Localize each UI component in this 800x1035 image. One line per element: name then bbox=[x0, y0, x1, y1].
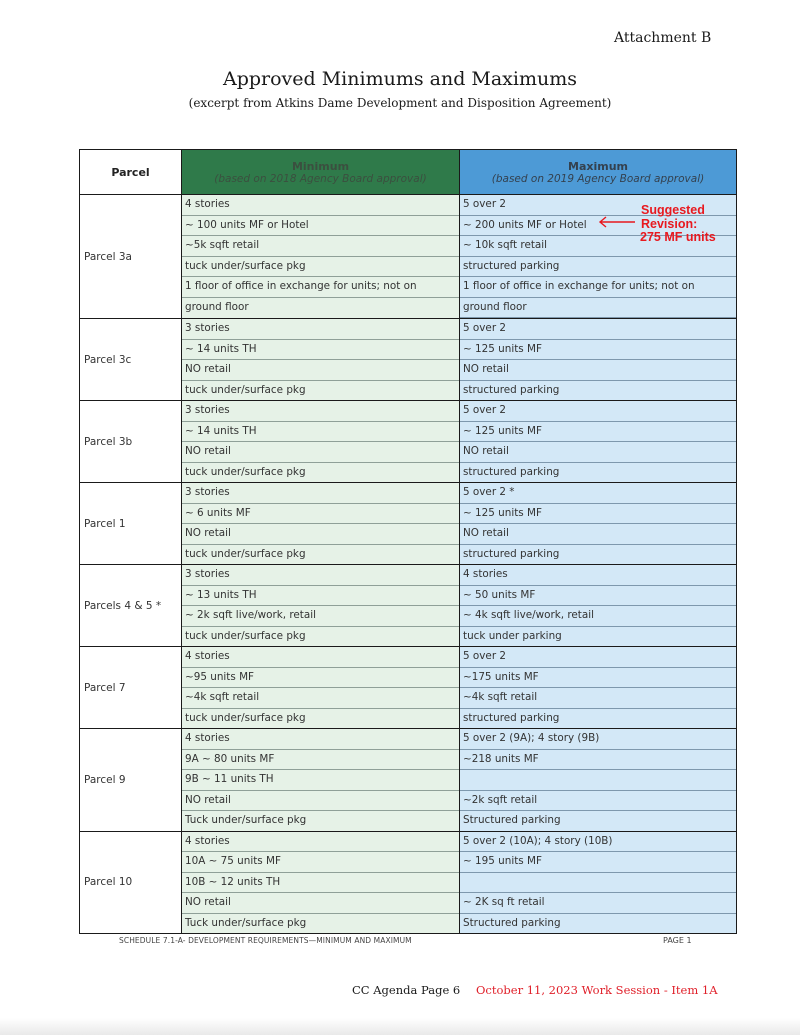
minimum-line: 9A ~ 80 units MF bbox=[182, 750, 459, 771]
header-minimum-label: Minimum bbox=[291, 159, 350, 173]
revision-note-line: Suggested bbox=[641, 203, 705, 217]
header-maximum-sub: (based on 2019 Agency Board approval) bbox=[491, 172, 705, 185]
maximum-line: 5 over 2 (10A); 4 story (10B) bbox=[460, 832, 736, 853]
maximum-line: ~218 units MF bbox=[460, 750, 736, 771]
minimum-cell bbox=[182, 483, 460, 565]
minimum-line: tuck under/surface pkg bbox=[185, 711, 306, 724]
maximum-line: NO retail bbox=[460, 360, 736, 381]
minimum-line: ~4k sqft retail bbox=[182, 688, 459, 709]
minimum-cell bbox=[182, 401, 460, 483]
minimum-line: Tuck under/surface pkg bbox=[185, 814, 307, 826]
agenda-page: CC Agenda Page 6 bbox=[352, 983, 461, 997]
minimum-cell bbox=[182, 729, 460, 832]
minimum-line: 3 stories bbox=[182, 483, 459, 504]
revision-note-line: Revision: bbox=[641, 216, 698, 231]
parcel-cell: Parcel 10 bbox=[80, 831, 182, 934]
minimum-line: 4 stories bbox=[182, 647, 459, 668]
maximum-line: ground floor bbox=[460, 298, 736, 319]
maximum-line: ~175 units MF bbox=[460, 668, 736, 689]
maximum-line: structured parking bbox=[460, 257, 736, 278]
header-minimum bbox=[182, 150, 460, 195]
maximum-line: tuck under parking bbox=[463, 629, 562, 642]
minimum-line: ~ 13 units TH bbox=[182, 586, 459, 607]
maximum-line: structured parking bbox=[463, 383, 560, 396]
minimum-cell bbox=[182, 319, 460, 401]
minimum-cell bbox=[182, 565, 460, 647]
maximum-cell bbox=[460, 729, 737, 832]
maximum-cell bbox=[460, 195, 737, 319]
table-row bbox=[80, 647, 737, 729]
maximum-line: 5 over 2 bbox=[460, 319, 736, 340]
minimum-line: 10B ~ 12 units TH bbox=[182, 873, 459, 894]
maximum-line: ~ 125 units MF bbox=[460, 422, 736, 443]
minimum-line: NO retail bbox=[182, 442, 459, 463]
maximum-cell bbox=[460, 565, 737, 647]
table-row bbox=[80, 565, 737, 647]
maximum-line: ~ 125 units MF bbox=[460, 504, 736, 525]
maximum-cell bbox=[460, 319, 737, 401]
parcel-cell: Parcel 9 bbox=[80, 729, 182, 832]
minimum-line: NO retail bbox=[182, 893, 459, 914]
requirements-table-wrapper bbox=[79, 149, 736, 934]
page-subtitle: (excerpt from Atkins Dame Development and Disposition Agreement) bbox=[188, 96, 612, 110]
minimum-line: ~ 6 units MF bbox=[182, 504, 459, 525]
minimum-line: ~95 units MF bbox=[182, 668, 459, 689]
revision-arrow-icon bbox=[598, 216, 636, 228]
minimum-line: tuck under/surface pkg bbox=[185, 383, 306, 396]
minimum-cell bbox=[182, 195, 460, 319]
minimum-line: ground floor bbox=[185, 300, 249, 313]
parcel-cell: Parcel 1 bbox=[80, 483, 182, 565]
minimum-cell bbox=[182, 831, 460, 934]
minimum-line: NO retail bbox=[182, 791, 459, 812]
maximum-line: ~ 195 units MF bbox=[460, 852, 736, 873]
minimum-line: tuck under/surface pkg bbox=[185, 547, 306, 560]
maximum-line: 1 floor of office in exchange for units; not on bbox=[460, 277, 736, 298]
minimum-cell bbox=[182, 647, 460, 729]
maximum-line: ~ 125 units MF bbox=[460, 340, 736, 361]
page-title: Approved Minimums and Maximums bbox=[222, 68, 577, 90]
header-parcel: Parcel bbox=[80, 150, 182, 195]
minimum-line: 3 stories bbox=[182, 565, 459, 586]
minimum-line: ~ 14 units TH bbox=[182, 422, 459, 443]
minimum-line: 9B ~ 11 units TH bbox=[182, 770, 459, 791]
table-row bbox=[80, 195, 737, 319]
minimum-line: tuck under/surface pkg bbox=[185, 629, 306, 642]
maximum-line: ~4k sqft retail bbox=[460, 688, 736, 709]
session-label: October 11, 2023 Work Session - Item 1A bbox=[476, 983, 718, 997]
maximum-line: ~ 2K sq ft retail bbox=[460, 893, 736, 914]
minimum-line: ~ 2k sqft live/work, retail bbox=[182, 606, 459, 627]
minimum-line: NO retail bbox=[182, 360, 459, 381]
minimum-line: 4 stories bbox=[182, 729, 459, 750]
maximum-line bbox=[460, 873, 736, 894]
revision-note-line: 275 MF units bbox=[640, 230, 716, 244]
minimum-line: 4 stories bbox=[182, 195, 459, 216]
page-number: PAGE 1 bbox=[663, 936, 692, 945]
minimum-line: 3 stories bbox=[182, 401, 459, 422]
minimum-line: NO retail bbox=[182, 524, 459, 545]
table-header-row bbox=[80, 150, 737, 195]
table-row bbox=[80, 401, 737, 483]
maximum-line: 4 stories bbox=[460, 565, 736, 586]
header-maximum bbox=[460, 150, 737, 195]
maximum-line: 5 over 2 bbox=[460, 647, 736, 668]
minimum-line: 10A ~ 75 units MF bbox=[182, 852, 459, 873]
parcel-cell: Parcel 3b bbox=[80, 401, 182, 483]
parcel-cell: Parcel 3a bbox=[80, 195, 182, 319]
maximum-line: structured parking bbox=[463, 465, 560, 478]
maximum-line: structured parking bbox=[463, 711, 560, 724]
minimum-line: Tuck under/surface pkg bbox=[185, 916, 307, 929]
minimum-line: ~5k sqft retail bbox=[182, 236, 459, 257]
maximum-cell bbox=[460, 483, 737, 565]
table-row bbox=[80, 831, 737, 934]
attachment-label: Attachment B bbox=[614, 30, 712, 46]
maximum-line: ~ 50 units MF bbox=[460, 586, 736, 607]
page-bottom-shadow bbox=[0, 1018, 800, 1035]
table-row bbox=[80, 319, 737, 401]
maximum-line: ~ 200 units MF or Hotel bbox=[460, 216, 736, 237]
maximum-cell bbox=[460, 401, 737, 483]
maximum-cell bbox=[460, 831, 737, 934]
maximum-line: ~ 10k sqft retail bbox=[460, 236, 736, 257]
table-row bbox=[80, 483, 737, 565]
maximum-line: Structured parking bbox=[463, 814, 561, 826]
header-minimum-sub: (based on 2018 Agency Board approval) bbox=[214, 172, 427, 185]
maximum-line: NO retail bbox=[460, 442, 736, 463]
parcel-cell: Parcel 3c bbox=[80, 319, 182, 401]
parcel-cell: Parcels 4 & 5 * bbox=[80, 565, 182, 647]
maximum-line: ~2k sqft retail bbox=[460, 791, 736, 812]
header-maximum-label: Maximum bbox=[568, 159, 628, 173]
minimum-line: 4 stories bbox=[182, 832, 459, 853]
table-row bbox=[80, 729, 737, 832]
maximum-cell bbox=[460, 647, 737, 729]
requirements-table bbox=[79, 149, 737, 934]
minimum-line: 1 floor of office in exchange for units; not on bbox=[182, 277, 459, 298]
maximum-line bbox=[460, 770, 736, 791]
table-body bbox=[80, 195, 737, 934]
minimum-line: tuck under/surface pkg bbox=[182, 257, 459, 278]
parcel-cell: Parcel 7 bbox=[80, 647, 182, 729]
minimum-line: 3 stories bbox=[182, 319, 459, 340]
maximum-line: ~ 4k sqft live/work, retail bbox=[460, 606, 736, 627]
maximum-line: structured parking bbox=[463, 547, 560, 560]
suggested-revision-note bbox=[641, 204, 771, 245]
maximum-line: NO retail bbox=[460, 524, 736, 545]
minimum-line: ~ 14 units TH bbox=[182, 340, 459, 361]
minimum-line: tuck under/surface pkg bbox=[185, 465, 306, 478]
schedule-footer: SCHEDULE 7.1-A- DEVELOPMENT REQUIREMENTS—MINIMUM AND MAXIMUM bbox=[119, 936, 412, 945]
maximum-line: 5 over 2 (9A); 4 story (9B) bbox=[460, 729, 736, 750]
maximum-line: 5 over 2 * bbox=[460, 483, 736, 504]
minimum-line: ~ 100 units MF or Hotel bbox=[182, 216, 459, 237]
maximum-line: 5 over 2 bbox=[460, 401, 736, 422]
maximum-line: 5 over 2 bbox=[460, 195, 736, 216]
maximum-line: Structured parking bbox=[463, 916, 561, 929]
